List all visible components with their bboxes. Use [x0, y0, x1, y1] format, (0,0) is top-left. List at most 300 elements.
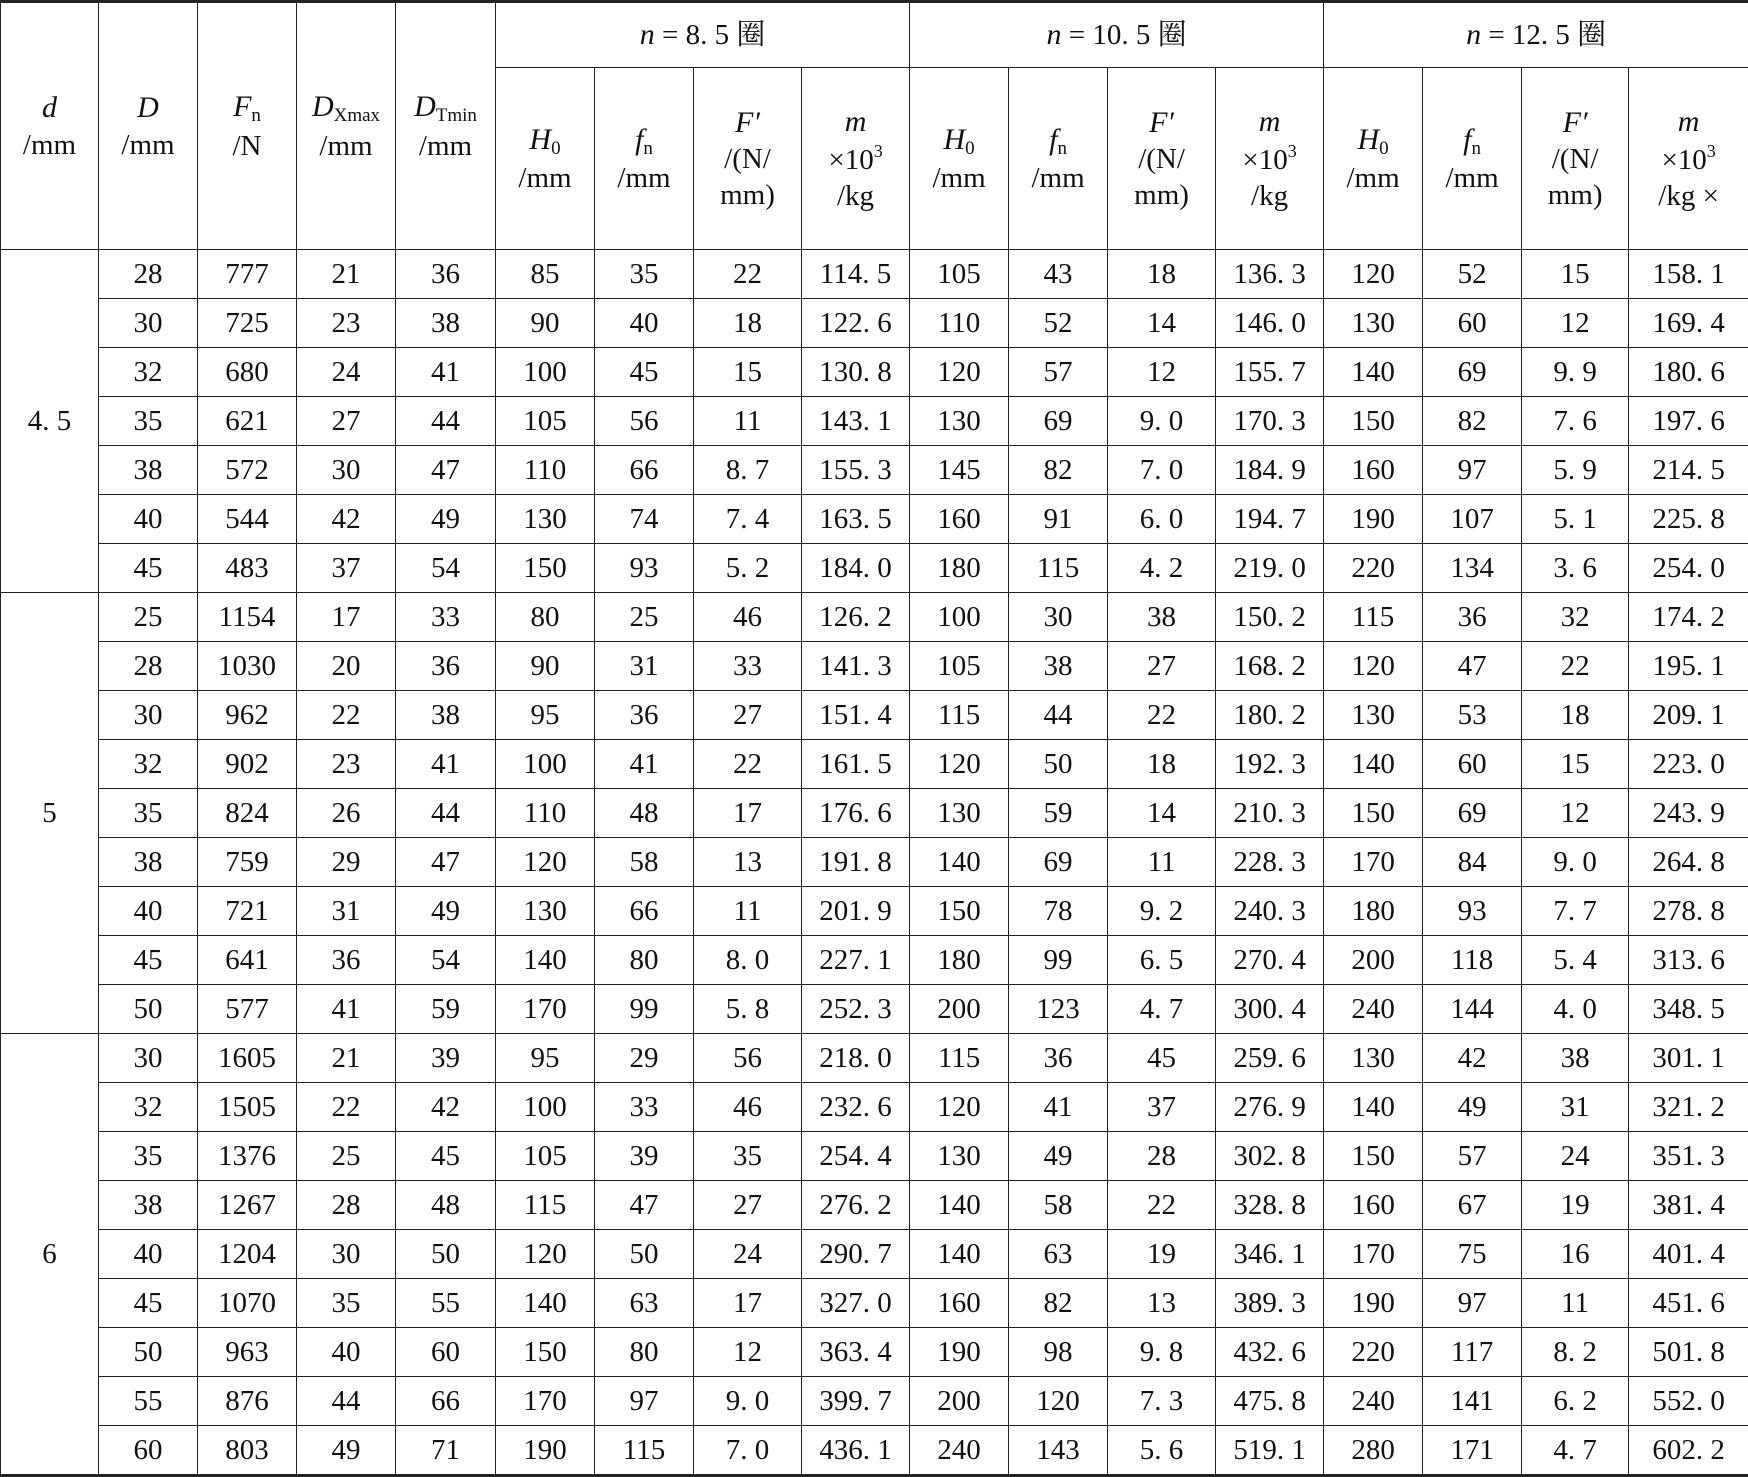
- table-cell: 171: [1423, 1426, 1522, 1476]
- table-cell: 38: [1108, 593, 1216, 642]
- table-cell: 5. 4: [1522, 936, 1629, 985]
- table-cell: 276. 9: [1216, 1083, 1324, 1132]
- table-cell: 120: [1324, 642, 1423, 691]
- table-cell: 5. 8: [694, 985, 802, 1034]
- table-cell: 29: [297, 838, 396, 887]
- table-cell: 210. 3: [1216, 789, 1324, 838]
- table-cell: 32: [99, 1083, 198, 1132]
- table-cell: 38: [1009, 642, 1108, 691]
- table-cell: 59: [396, 985, 496, 1034]
- table-cell: 25: [99, 593, 198, 642]
- table-cell: 7. 4: [694, 495, 802, 544]
- table-cell: 80: [595, 1328, 694, 1377]
- group-header-n-12-5: n = 12. 5 圈: [1324, 2, 1748, 68]
- table-cell: 45: [396, 1132, 496, 1181]
- table-cell: 200: [910, 985, 1009, 1034]
- table-cell: 17: [694, 789, 802, 838]
- table-cell: 105: [910, 250, 1009, 299]
- table-cell: 20: [297, 642, 396, 691]
- table-cell: 22: [694, 250, 802, 299]
- table-cell: 55: [99, 1377, 198, 1426]
- table-cell: 9. 0: [1522, 838, 1629, 887]
- table-cell: 82: [1423, 397, 1522, 446]
- table-cell: 27: [1108, 642, 1216, 691]
- table-cell: 13: [694, 838, 802, 887]
- table-cell: 150: [1324, 1132, 1423, 1181]
- table-cell: 69: [1423, 348, 1522, 397]
- table-cell: 5. 1: [1522, 495, 1629, 544]
- header-H0: $H_0$ /mm: [1324, 68, 1423, 250]
- table-cell: 254. 4: [802, 1132, 910, 1181]
- table-cell: 97: [1423, 1279, 1522, 1328]
- table-cell: 300. 4: [1216, 985, 1324, 1034]
- table-cell: 7. 6: [1522, 397, 1629, 446]
- table-cell: 14: [1108, 789, 1216, 838]
- table-row: [1, 544, 1748, 593]
- header-H0: $H_0$ /mm: [496, 68, 595, 250]
- table-cell: 30: [99, 691, 198, 740]
- table-cell: 45: [99, 1279, 198, 1328]
- table-cell: 38: [99, 1181, 198, 1230]
- table-cell: 501. 8: [1629, 1328, 1748, 1377]
- table-cell: 30: [297, 446, 396, 495]
- table-cell: 22: [694, 740, 802, 789]
- table-cell: 321. 2: [1629, 1083, 1748, 1132]
- table-cell: 201. 9: [802, 887, 910, 936]
- table-cell: 50: [99, 985, 198, 1034]
- header-DTmin: $D_{Tmin}$ /mm: [396, 2, 496, 250]
- table-cell: 48: [595, 789, 694, 838]
- table-cell: 30: [99, 1034, 198, 1083]
- table-cell: 49: [1009, 1132, 1108, 1181]
- table-cell: 107: [1423, 495, 1522, 544]
- table-cell: 69: [1009, 838, 1108, 887]
- table-cell: 66: [396, 1377, 496, 1426]
- table-cell: 44: [297, 1377, 396, 1426]
- table-cell: 168. 2: [1216, 642, 1324, 691]
- table-cell: 18: [694, 299, 802, 348]
- table-cell: 95: [496, 691, 595, 740]
- table-cell: 3. 6: [1522, 544, 1629, 593]
- table-cell: 47: [396, 838, 496, 887]
- table-cell: 38: [99, 446, 198, 495]
- table-cell: 82: [1009, 446, 1108, 495]
- table-cell: 270. 4: [1216, 936, 1324, 985]
- table-cell: 5. 9: [1522, 446, 1629, 495]
- table-cell: 1376: [198, 1132, 297, 1181]
- table-cell: 160: [910, 1279, 1009, 1328]
- table-cell: 140: [910, 1181, 1009, 1230]
- table-cell: 228. 3: [1216, 838, 1324, 887]
- table-cell: 60: [396, 1328, 496, 1377]
- table-cell: 19: [1108, 1230, 1216, 1279]
- table-cell: 145: [910, 446, 1009, 495]
- table-cell: 602. 2: [1629, 1426, 1748, 1476]
- table-cell: 161. 5: [802, 740, 910, 789]
- table-cell: 126. 2: [802, 593, 910, 642]
- table-cell: 25: [297, 1132, 396, 1181]
- table-cell: 140: [910, 838, 1009, 887]
- table-cell: 43: [1009, 250, 1108, 299]
- table-cell: 1030: [198, 642, 297, 691]
- table-cell: 220: [1324, 544, 1423, 593]
- table-cell: 140: [1324, 740, 1423, 789]
- table-cell: 140: [1324, 348, 1423, 397]
- table-cell: 47: [1423, 642, 1522, 691]
- table-cell: 118: [1423, 936, 1522, 985]
- table-cell: 50: [1009, 740, 1108, 789]
- table-cell: 777: [198, 250, 297, 299]
- table-cell: 8. 7: [694, 446, 802, 495]
- table-cell: 151. 4: [802, 691, 910, 740]
- table-cell: 110: [910, 299, 1009, 348]
- table-cell: 22: [297, 691, 396, 740]
- table-cell: 190: [910, 1328, 1009, 1377]
- table-cell: 23: [297, 299, 396, 348]
- table-cell: 21: [297, 250, 396, 299]
- header-fn: $f_n$ /mm: [595, 68, 694, 250]
- table-cell: 47: [595, 1181, 694, 1230]
- table-cell: 38: [99, 838, 198, 887]
- table-cell: 197. 6: [1629, 397, 1748, 446]
- table-cell: 301. 1: [1629, 1034, 1748, 1083]
- table-cell: 84: [1423, 838, 1522, 887]
- table-cell: 192. 3: [1216, 740, 1324, 789]
- table-cell: 15: [694, 348, 802, 397]
- table-cell: 28: [99, 642, 198, 691]
- table-cell: 190: [496, 1426, 595, 1476]
- table-cell: 23: [297, 740, 396, 789]
- table-cell: 120: [496, 838, 595, 887]
- header-F-prime: F′ /(N/ mm): [694, 68, 802, 250]
- table-cell: 110: [496, 446, 595, 495]
- table-cell: 264. 8: [1629, 838, 1748, 887]
- table-cell: 381. 4: [1629, 1181, 1748, 1230]
- table-row: [1, 838, 1748, 887]
- table-cell: 1070: [198, 1279, 297, 1328]
- table-cell: 45: [99, 544, 198, 593]
- table-cell: 28: [99, 250, 198, 299]
- table-cell: 280: [1324, 1426, 1423, 1476]
- table-cell: 41: [396, 348, 496, 397]
- table-cell: 45: [99, 936, 198, 985]
- table-cell: 66: [595, 887, 694, 936]
- table-cell: 158. 1: [1629, 250, 1748, 299]
- table-cell: 219. 0: [1216, 544, 1324, 593]
- table-cell: 130: [1324, 691, 1423, 740]
- table-cell: 191. 8: [802, 838, 910, 887]
- table-cell: 143. 1: [802, 397, 910, 446]
- table-cell: 48: [396, 1181, 496, 1230]
- table-cell: 641: [198, 936, 297, 985]
- table-cell: 35: [297, 1279, 396, 1328]
- table-cell: 12: [1522, 299, 1629, 348]
- table-cell: 57: [1009, 348, 1108, 397]
- table-cell: 29: [595, 1034, 694, 1083]
- header-DXmax: $D_{Xmax}$ /mm: [297, 2, 396, 250]
- table-cell: 35: [694, 1132, 802, 1181]
- table-cell: 32: [1522, 593, 1629, 642]
- table-cell: 401. 4: [1629, 1230, 1748, 1279]
- table-cell: 122. 6: [802, 299, 910, 348]
- table-cell: 36: [1423, 593, 1522, 642]
- table-cell: 18: [1522, 691, 1629, 740]
- table-row: [1, 642, 1748, 691]
- table-cell: 4. 2: [1108, 544, 1216, 593]
- table-cell: 130: [910, 1132, 1009, 1181]
- table-cell: 572: [198, 446, 297, 495]
- table-cell: 36: [396, 250, 496, 299]
- table-cell: 27: [694, 691, 802, 740]
- table-cell: 160: [910, 495, 1009, 544]
- wire-diameter-cell: 6: [1, 1034, 99, 1476]
- table-cell: 90: [496, 642, 595, 691]
- table-cell: 42: [297, 495, 396, 544]
- table-cell: 114. 5: [802, 250, 910, 299]
- table-cell: 115: [1009, 544, 1108, 593]
- table-cell: 169. 4: [1629, 299, 1748, 348]
- table-cell: 721: [198, 887, 297, 936]
- table-cell: 58: [1009, 1181, 1108, 1230]
- table-cell: 200: [910, 1377, 1009, 1426]
- table-cell: 252. 3: [802, 985, 910, 1034]
- table-cell: 9. 0: [694, 1377, 802, 1426]
- table-row: [1, 1426, 1748, 1476]
- table-cell: 451. 6: [1629, 1279, 1748, 1328]
- table-cell: 180: [1324, 887, 1423, 936]
- table-cell: 63: [595, 1279, 694, 1328]
- table-cell: 33: [694, 642, 802, 691]
- table-cell: 115: [595, 1426, 694, 1476]
- table-cell: 902: [198, 740, 297, 789]
- table-cell: 117: [1423, 1328, 1522, 1377]
- table-cell: 483: [198, 544, 297, 593]
- table-cell: 160: [1324, 1181, 1423, 1230]
- table-cell: 8. 0: [694, 936, 802, 985]
- table-cell: 30: [297, 1230, 396, 1279]
- table-cell: 91: [1009, 495, 1108, 544]
- table-cell: 50: [396, 1230, 496, 1279]
- table-cell: 52: [1423, 250, 1522, 299]
- table-cell: 209. 1: [1629, 691, 1748, 740]
- table-cell: 40: [297, 1328, 396, 1377]
- table-cell: 155. 3: [802, 446, 910, 495]
- table-cell: 28: [1108, 1132, 1216, 1181]
- table-cell: 130: [1324, 1034, 1423, 1083]
- table-cell: 56: [595, 397, 694, 446]
- table-cell: 144: [1423, 985, 1522, 1034]
- table-cell: 432. 6: [1216, 1328, 1324, 1377]
- table-cell: 824: [198, 789, 297, 838]
- table-cell: 24: [297, 348, 396, 397]
- table-cell: 194. 7: [1216, 495, 1324, 544]
- table-cell: 200: [1324, 936, 1423, 985]
- table-cell: 18: [1108, 250, 1216, 299]
- table-cell: 195. 1: [1629, 642, 1748, 691]
- table-cell: 170: [1324, 1230, 1423, 1279]
- table-cell: 47: [396, 446, 496, 495]
- table-cell: 52: [1009, 299, 1108, 348]
- table-cell: 27: [694, 1181, 802, 1230]
- table-cell: 259. 6: [1216, 1034, 1324, 1083]
- table-cell: 150: [496, 544, 595, 593]
- table-cell: 54: [396, 544, 496, 593]
- table-row: [1, 936, 1748, 985]
- table-cell: 28: [297, 1181, 396, 1230]
- table-cell: 80: [496, 593, 595, 642]
- table-cell: 140: [496, 1279, 595, 1328]
- table-cell: 115: [910, 691, 1009, 740]
- table-cell: 351. 3: [1629, 1132, 1748, 1181]
- table-cell: 876: [198, 1377, 297, 1426]
- table-cell: 40: [99, 887, 198, 936]
- table-cell: 143: [1009, 1426, 1108, 1476]
- table-cell: 45: [1108, 1034, 1216, 1083]
- table-cell: 37: [297, 544, 396, 593]
- table-cell: 13: [1108, 1279, 1216, 1328]
- table-cell: 39: [396, 1034, 496, 1083]
- table-cell: 759: [198, 838, 297, 887]
- table-cell: 40: [99, 495, 198, 544]
- table-cell: 130. 8: [802, 348, 910, 397]
- table-cell: 962: [198, 691, 297, 740]
- table-cell: 1267: [198, 1181, 297, 1230]
- table-cell: 31: [595, 642, 694, 691]
- group-header-n-10-5: n = 10. 5 圈: [910, 2, 1324, 68]
- table-cell: 1505: [198, 1083, 297, 1132]
- table-cell: 240: [1324, 985, 1423, 1034]
- table-cell: 22: [1522, 642, 1629, 691]
- table-cell: 110: [496, 789, 595, 838]
- table-cell: 6. 2: [1522, 1377, 1629, 1426]
- table-cell: 59: [1009, 789, 1108, 838]
- table-cell: 60: [1423, 299, 1522, 348]
- wire-diameter-cell: 5: [1, 593, 99, 1034]
- table-cell: 120: [910, 348, 1009, 397]
- table-cell: 105: [496, 1132, 595, 1181]
- group-header-n-8-5: n = 8. 5 圈: [496, 2, 910, 68]
- table-row: [1, 495, 1748, 544]
- table-cell: 150: [910, 887, 1009, 936]
- table-cell: 220: [1324, 1328, 1423, 1377]
- table-cell: 8. 2: [1522, 1328, 1629, 1377]
- table-cell: 100: [496, 740, 595, 789]
- table-cell: 32: [99, 348, 198, 397]
- table-cell: 105: [496, 397, 595, 446]
- table-cell: 348. 5: [1629, 985, 1748, 1034]
- table-cell: 38: [396, 299, 496, 348]
- table-cell: 725: [198, 299, 297, 348]
- table-cell: 12: [694, 1328, 802, 1377]
- table-cell: 14: [1108, 299, 1216, 348]
- table-cell: 45: [595, 348, 694, 397]
- table-cell: 35: [99, 1132, 198, 1181]
- table-cell: 50: [99, 1328, 198, 1377]
- table-row: [1, 1328, 1748, 1377]
- table-cell: 49: [1423, 1083, 1522, 1132]
- table-cell: 24: [694, 1230, 802, 1279]
- table-cell: 21: [297, 1034, 396, 1083]
- table-cell: 15: [1522, 740, 1629, 789]
- table-cell: 218. 0: [802, 1034, 910, 1083]
- table-cell: 93: [595, 544, 694, 593]
- table-cell: 99: [595, 985, 694, 1034]
- table-cell: 90: [496, 299, 595, 348]
- table-cell: 36: [595, 691, 694, 740]
- table-cell: 35: [99, 789, 198, 838]
- table-cell: 115: [496, 1181, 595, 1230]
- table-cell: 180. 2: [1216, 691, 1324, 740]
- table-cell: 53: [1423, 691, 1522, 740]
- table-row: [1, 1279, 1748, 1328]
- table-cell: 41: [1009, 1083, 1108, 1132]
- table-cell: 56: [694, 1034, 802, 1083]
- table-cell: 134: [1423, 544, 1522, 593]
- table-cell: 11: [1522, 1279, 1629, 1328]
- header-fn: $f_n$ /mm: [1009, 68, 1108, 250]
- table-cell: 5. 6: [1108, 1426, 1216, 1476]
- table-cell: 44: [1009, 691, 1108, 740]
- table-cell: 22: [1108, 1181, 1216, 1230]
- table-cell: 36: [396, 642, 496, 691]
- table-cell: 37: [1108, 1083, 1216, 1132]
- table-row: [1, 691, 1748, 740]
- table-cell: 276. 2: [802, 1181, 910, 1230]
- table-cell: 120: [1009, 1377, 1108, 1426]
- table-cell: 146. 0: [1216, 299, 1324, 348]
- table-cell: 1605: [198, 1034, 297, 1083]
- table-cell: 12: [1108, 348, 1216, 397]
- table-cell: 41: [396, 740, 496, 789]
- table-cell: 105: [910, 642, 1009, 691]
- table-cell: 15: [1522, 250, 1629, 299]
- table-cell: 44: [396, 789, 496, 838]
- table-cell: 9. 2: [1108, 887, 1216, 936]
- table-cell: 66: [595, 446, 694, 495]
- table-cell: 4. 7: [1522, 1426, 1629, 1476]
- table-cell: 33: [595, 1083, 694, 1132]
- table-row: [1, 348, 1748, 397]
- header-H0: $H_0$ /mm: [910, 68, 1009, 250]
- table-cell: 544: [198, 495, 297, 544]
- table-cell: 32: [99, 740, 198, 789]
- table-cell: 254. 0: [1629, 544, 1748, 593]
- table-cell: 130: [1324, 299, 1423, 348]
- table-cell: 40: [99, 1230, 198, 1279]
- header-D: D /mm: [99, 2, 198, 250]
- table-row: [1, 985, 1748, 1034]
- table-cell: 4. 0: [1522, 985, 1629, 1034]
- table-cell: 577: [198, 985, 297, 1034]
- header-m: m $\times 10^3$ /kg ×: [1629, 68, 1748, 250]
- table-header: [1, 2, 1748, 250]
- table-cell: 38: [396, 691, 496, 740]
- table-cell: 58: [595, 838, 694, 887]
- table-cell: 150: [496, 1328, 595, 1377]
- table-cell: 4. 7: [1108, 985, 1216, 1034]
- table-cell: 100: [496, 348, 595, 397]
- table-cell: 49: [396, 887, 496, 936]
- table-cell: 46: [694, 593, 802, 642]
- header-fn: $f_n$ /mm: [1423, 68, 1522, 250]
- table-cell: 313. 6: [1629, 936, 1748, 985]
- table-cell: 60: [1423, 740, 1522, 789]
- table-cell: 140: [496, 936, 595, 985]
- table-cell: 278. 8: [1629, 887, 1748, 936]
- table-cell: 120: [910, 1083, 1009, 1132]
- table-cell: 55: [396, 1279, 496, 1328]
- table-cell: 36: [1009, 1034, 1108, 1083]
